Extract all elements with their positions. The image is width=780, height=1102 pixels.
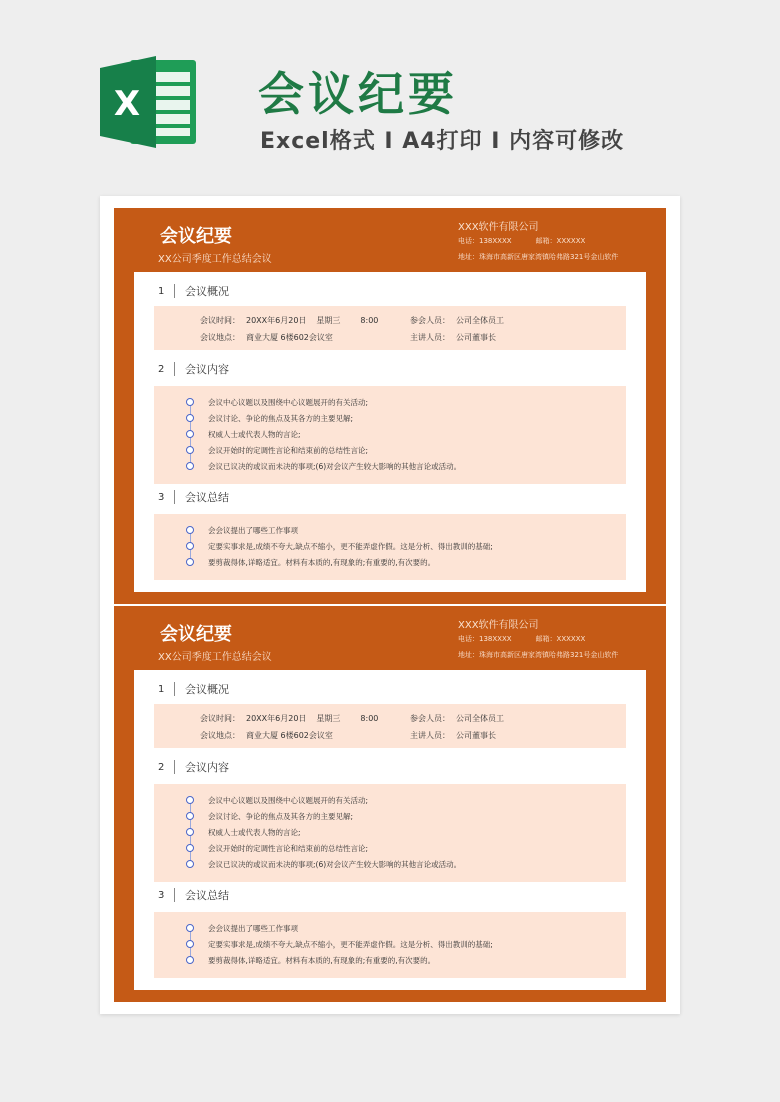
list-item: 会议已议决的或议而未决的事项;(6)对会议产生较大影响的其他言论或活动。 (186, 458, 461, 474)
time-date: 20XX年6月20日 (246, 714, 307, 723)
sheet-subtitle: XX公司季度工作总结会议 (158, 652, 272, 663)
section-divider (174, 682, 175, 696)
time-weekday: 星期三 (316, 316, 341, 325)
list-item: 要剪裁得体,详略适宜。材料有本质的,有现象的;有重要的,有次要的。 (186, 554, 435, 570)
time-clock: 8:00 (360, 714, 379, 723)
circle-bullet-icon (186, 924, 194, 932)
section-divider (174, 284, 175, 298)
speaker-row (410, 332, 496, 343)
sheet-body (134, 670, 646, 990)
sheet-subtitle: XX公司季度工作总结会议 (158, 254, 272, 265)
meeting-place-row (200, 332, 333, 343)
section-header-summary (158, 488, 229, 506)
page-title: 会议纪要 (258, 67, 458, 121)
section-number: 2 (158, 761, 165, 773)
sheet-title: 会议纪要 (160, 226, 232, 247)
section-number: 3 (158, 889, 165, 901)
circle-bullet-icon (186, 956, 194, 964)
phone: 电话：138XXXX (458, 237, 512, 245)
list-item: 会议已议决的或议而未决的事项;(6)对会议产生较大影响的其他言论或活动。 (186, 856, 461, 872)
meeting-place-row (200, 730, 333, 741)
phone: 电话：138XXXX (458, 635, 512, 643)
list-item: 定要实事求是,成绩不夸大,缺点不缩小，更不能弄虚作假。这是分析、得出教训的基础; (186, 936, 493, 952)
overview-band (154, 704, 626, 748)
list-item: 会议开始时的定调性言论和结束前的总结性言论; (186, 840, 368, 856)
section-header-overview (158, 282, 229, 300)
circle-bullet-icon (186, 812, 194, 820)
speaker-row (410, 730, 496, 741)
list-item: 会议讨论、争论的焦点及其各方的主要见解; (186, 808, 353, 824)
meeting-time-row (200, 315, 378, 326)
section-header-content (158, 360, 229, 378)
sheet-title: 会议纪要 (160, 624, 232, 645)
place-key: 会议地点： (200, 333, 240, 342)
list-item: 要剪裁得体,详略适宜。材料有本质的,有现象的;有重要的,有次要的。 (186, 952, 435, 968)
time-weekday: 星期三 (316, 714, 341, 723)
email: 邮箱：XXXXXX (535, 635, 586, 643)
list-item: 会议中心议题以及围绕中心议题展开的有关活动; (186, 394, 368, 410)
speaker-key: 主讲人员： (410, 731, 450, 740)
circle-bullet-icon (186, 796, 194, 804)
place-value: 商业大厦 6楼602会议室 (246, 731, 333, 740)
sheet-body (134, 272, 646, 592)
circle-bullet-icon (186, 542, 194, 550)
company-name: XXX软件有限公司 (458, 620, 539, 631)
time-key: 会议时间： (200, 714, 240, 723)
excel-logo-icon (100, 54, 200, 150)
time-date: 20XX年6月20日 (246, 316, 307, 325)
attendees-key: 参会人员： (410, 316, 450, 325)
section-divider (174, 760, 175, 774)
section-label: 会议内容 (185, 363, 229, 376)
circle-bullet-icon (186, 462, 194, 470)
circle-bullet-icon (186, 940, 194, 948)
list-item: 会会议提出了哪些工作事项 (186, 522, 298, 538)
section-number: 2 (158, 363, 165, 375)
list-item: 权威人士或代表人物的言论; (186, 426, 301, 442)
attendees-row (410, 713, 504, 724)
speaker-value: 公司董事长 (456, 731, 496, 740)
circle-bullet-icon (186, 828, 194, 836)
attendees-row (410, 315, 504, 326)
attendees-value: 公司全体员工 (456, 316, 504, 325)
place-key: 会议地点： (200, 731, 240, 740)
section-header-overview (158, 680, 229, 698)
company-name: XXX软件有限公司 (458, 222, 539, 233)
document-paper (100, 196, 680, 1014)
meeting-sheet-2 (114, 606, 666, 1002)
list-item: 会议中心议题以及围绕中心议题展开的有关活动; (186, 792, 368, 808)
email: 邮箱：XXXXXX (535, 237, 586, 245)
section-label: 会议总结 (185, 491, 229, 504)
meeting-time-row (200, 713, 378, 724)
time-clock: 8:00 (360, 316, 379, 325)
section-label: 会议概况 (185, 285, 229, 298)
circle-bullet-icon (186, 414, 194, 422)
section-label: 会议总结 (185, 889, 229, 902)
list-item: 会议开始时的定调性言论和结束前的总结性言论; (186, 442, 368, 458)
page-subtitle: Excel格式 I A4打印 I 内容可修改 (260, 129, 625, 154)
circle-bullet-icon (186, 558, 194, 566)
time-key: 会议时间： (200, 316, 240, 325)
speaker-value: 公司董事长 (456, 333, 496, 342)
circle-bullet-icon (186, 446, 194, 454)
section-number: 1 (158, 285, 165, 297)
section-header-summary (158, 886, 229, 904)
circle-bullet-icon (186, 860, 194, 868)
circle-bullet-icon (186, 398, 194, 406)
circle-bullet-icon (186, 526, 194, 534)
section-label: 会议内容 (185, 761, 229, 774)
section-header-content (158, 758, 229, 776)
circle-bullet-icon (186, 430, 194, 438)
attendees-value: 公司全体员工 (456, 714, 504, 723)
section-number: 1 (158, 683, 165, 695)
list-item: 会会议提出了哪些工作事项 (186, 920, 298, 936)
section-divider (174, 490, 175, 504)
attendees-key: 参会人员： (410, 714, 450, 723)
place-value: 商业大厦 6楼602会议室 (246, 333, 333, 342)
meeting-sheet-1 (114, 208, 666, 604)
section-divider (174, 888, 175, 902)
section-number: 3 (158, 491, 165, 503)
list-item: 会议讨论、争论的焦点及其各方的主要见解; (186, 410, 353, 426)
contact-line (458, 634, 585, 644)
speaker-key: 主讲人员： (410, 333, 450, 342)
section-divider (174, 362, 175, 376)
list-item: 定要实事求是,成绩不夸大,缺点不缩小，更不能弄虚作假。这是分析、得出教训的基础; (186, 538, 493, 554)
list-item: 权威人士或代表人物的言论; (186, 824, 301, 840)
address: 地址：珠海市高新区唐家湾镇哈弗路321号金山软件 (458, 253, 619, 261)
address: 地址：珠海市高新区唐家湾镇哈弗路321号金山软件 (458, 651, 619, 659)
hero-header (0, 0, 780, 190)
section-label: 会议概况 (185, 683, 229, 696)
circle-bullet-icon (186, 844, 194, 852)
overview-band (154, 306, 626, 350)
contact-line (458, 236, 585, 246)
excel-logo-letter: X (113, 84, 141, 124)
